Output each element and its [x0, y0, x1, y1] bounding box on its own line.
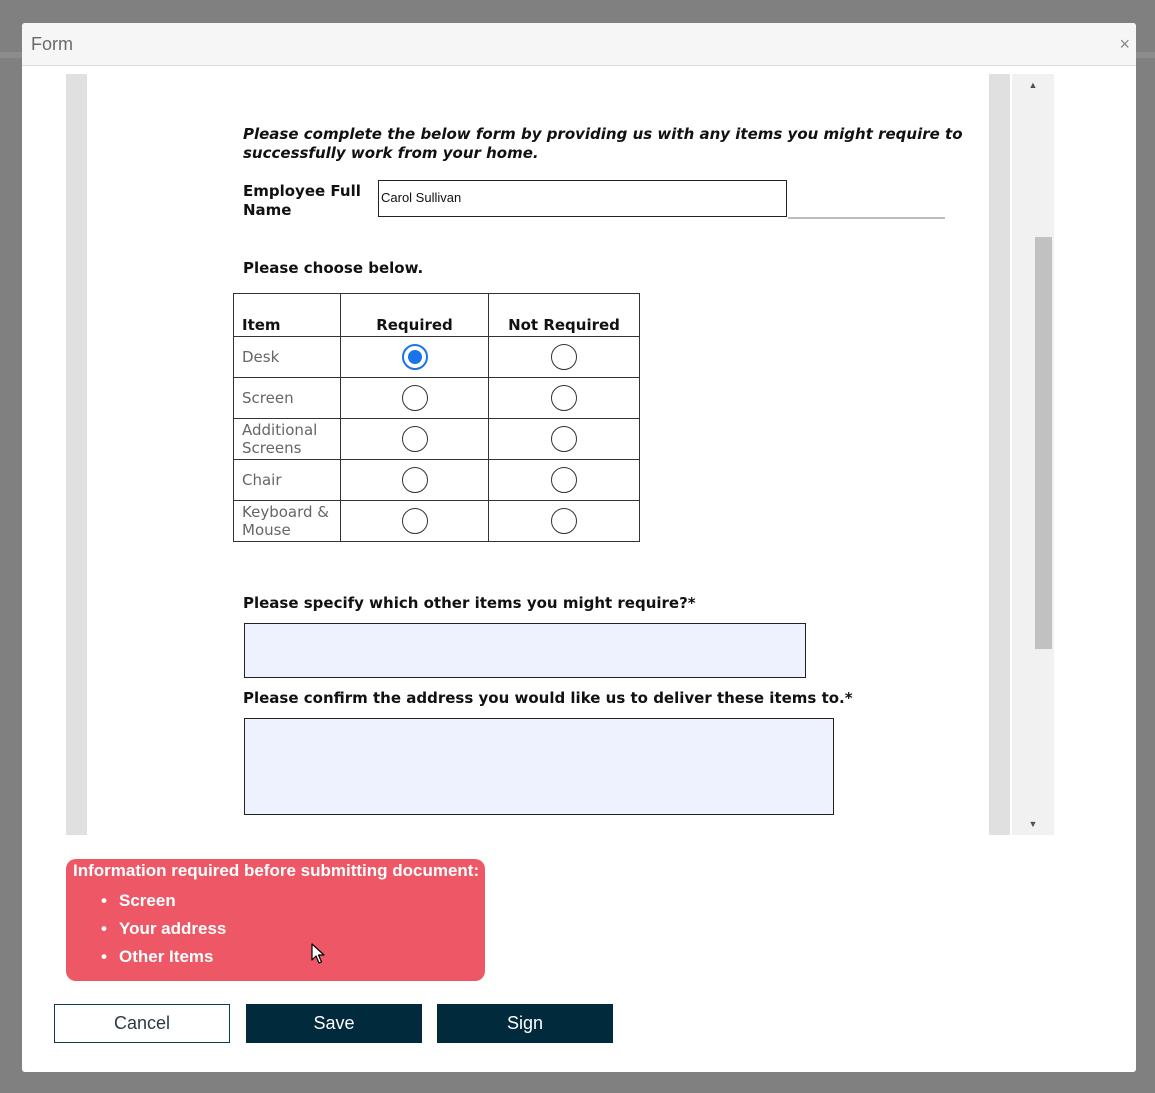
- screen-required-radio[interactable]: [402, 385, 428, 411]
- header-item: Item: [234, 294, 341, 337]
- scroll-down-icon[interactable]: ▼: [1028, 819, 1038, 829]
- chair-required-radio[interactable]: [402, 467, 428, 493]
- item-keyboard-mouse: Keyboard & Mouse: [234, 501, 341, 542]
- radio-cell-screen-required: [341, 378, 489, 419]
- mouse-cursor-icon: [311, 943, 327, 965]
- items-table: [233, 293, 640, 542]
- scrollbar-thumb[interactable]: [1035, 237, 1052, 649]
- additional-screens-required-radio[interactable]: [402, 426, 428, 452]
- document-viewer[interactable]: [66, 74, 1010, 835]
- table-row: [234, 501, 640, 542]
- list-item: • Screen: [119, 883, 226, 911]
- dialog-title: Form: [31, 34, 73, 54]
- item-additional-screens: Additional Screens: [234, 419, 341, 460]
- radio-cell-keyboard-mouse-required: [341, 501, 489, 542]
- screen-not-required-radio[interactable]: [551, 385, 577, 411]
- list-item: • Your address: [119, 911, 226, 939]
- name-field-underline: [788, 217, 945, 219]
- table-row: [234, 337, 640, 378]
- cancel-button[interactable]: Cancel: [54, 1004, 230, 1043]
- close-icon[interactable]: ×: [1119, 34, 1130, 54]
- chair-not-required-radio[interactable]: [551, 467, 577, 493]
- address-input[interactable]: [244, 718, 834, 815]
- table-row: [234, 419, 640, 460]
- item-screen: Screen: [234, 378, 341, 419]
- desk-not-required-radio[interactable]: [551, 344, 577, 370]
- scroll-up-icon[interactable]: ▲: [1028, 80, 1038, 90]
- header-not-required: Not Required: [489, 294, 640, 337]
- document-scrollbar[interactable]: [1012, 74, 1054, 835]
- desk-required-radio[interactable]: [402, 344, 428, 370]
- form-intro-text: Please complete the below form by providing us with any items you might require to successfully work from your home.: [243, 125, 963, 162]
- viewer-right-gutter: [989, 74, 1010, 835]
- choose-label: Please choose below.: [243, 259, 424, 277]
- other-items-question: Please specify which other items you might require?*: [243, 594, 696, 612]
- keyboard-mouse-not-required-radio[interactable]: [551, 508, 577, 534]
- item-desk: Desk: [234, 337, 341, 378]
- header-required: Required: [341, 294, 489, 337]
- table-header-row: [234, 294, 640, 337]
- radio-cell-chair-not-required: [489, 460, 640, 501]
- radio-cell-chair-required: [341, 460, 489, 501]
- alert-title: Information required before submitting document:: [73, 861, 480, 880]
- form-dialog: [22, 23, 1136, 1072]
- save-button[interactable]: Save: [246, 1004, 422, 1043]
- other-items-input[interactable]: [244, 623, 806, 678]
- radio-cell-additional-screens-not-required: [489, 419, 640, 460]
- table-row: [234, 378, 640, 419]
- viewer-left-gutter: [66, 74, 87, 835]
- radio-cell-desk-not-required: [489, 337, 640, 378]
- radio-cell-keyboard-mouse-not-required: [489, 501, 640, 542]
- additional-screens-not-required-radio[interactable]: [551, 426, 577, 452]
- radio-cell-desk-required: [341, 337, 489, 378]
- employee-name-input[interactable]: Carol Sullivan: [378, 180, 787, 217]
- radio-cell-additional-screens-required: [341, 419, 489, 460]
- employee-name-label: Employee Full Name: [243, 182, 361, 219]
- validation-alert: [66, 859, 485, 981]
- address-question: Please confirm the address you would like us to deliver these items to.*: [243, 689, 853, 707]
- alert-list: [66, 883, 226, 967]
- keyboard-mouse-required-radio[interactable]: [402, 508, 428, 534]
- table-row: [234, 460, 640, 501]
- sign-button[interactable]: Sign: [437, 1004, 613, 1043]
- radio-cell-screen-not-required: [489, 378, 640, 419]
- item-chair: Chair: [234, 460, 341, 501]
- list-item: • Other Items: [119, 939, 226, 967]
- dialog-titlebar: [22, 23, 1136, 66]
